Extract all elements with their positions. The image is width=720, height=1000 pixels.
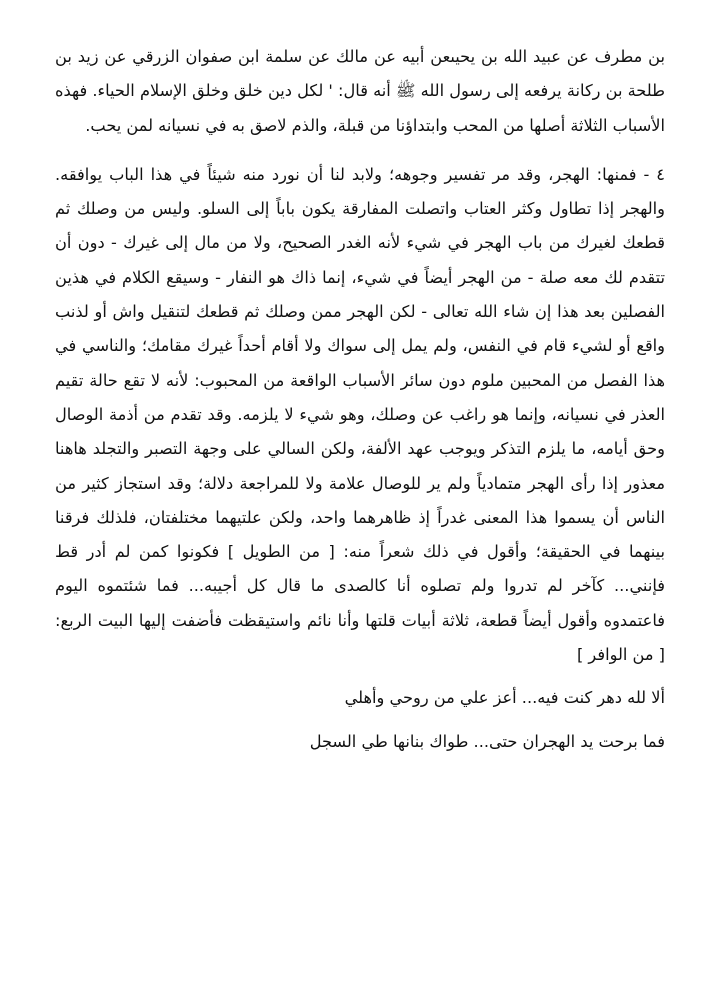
document-page xyxy=(55,40,665,756)
paragraph-intro: بن مطرف عن عبيد الله بن يحيىعن أبيه عن مالك عن سلمة ابن صفوان الزرقي عن زيد بن طلحة بن ركانة يرفعه إلى رسول الله ﷺ أنه قال: ' لكل دين خلق وخلق الإسلام الحياء. فهذه الأسباب الثلاثة أصلها من المحب وابتداؤنا من قبلة، والذم لاصق به في نسيانه لمن يحب. xyxy=(55,47,665,135)
paragraph-abandonment: ٤ - فمنها: الهجر، وقد مر تفسير وجوهه؛ ولابد لنا أن نورد منه شيئاً في هذا الباب يوافقه. والهجر إذا تطاول وكثر العتاب واتصلت المفارقة يكون باباً إلى السلو. وليس من وصلك ثم قطعك لغيرك من باب الهجر في شيء لأنه الغدر الصحيح، ولا من مال إلى غيرك - دون أن تتقدم لك معه صلة - من الهجر أيضاً في شيء، إنما ذاك هو النفار - وسيقع الكلام في هذين الفصلين بعد هذا إن شاء الله تعالى - لكن الهجر ممن وصلك ثم قطعك لتنقيل واش أو لذنب واقع أو لشيء قام في النفس، ولم يمل إلى سواك ولا أقام أحداً غيرك مقامك؛ والناسي في هذا الفصل من المحبين ملوم دون سائر الأسباب الواقعة من المحبوب: لأنه لا تقع حالة تقيم العذر في نسيانه، وإنما هو راغب عن وصلك، وهو شيء لا يلزمه. وقد تقدم من أذمة الوصال وحق أيامه، ما يلزم التذكر ويوجب عهد الألفة، ولكن السالي على وجهة التصبر والتجلد هاهنا معذور إذا رأى الهجر متمادياً ولم ير للوصال علامة ولا للمراجعة دلالة؛ وقد استجاز كثير من الناس أن يسموا هذا المعنى غدراً إذ ظاهرهما واحد، ولكن علتيهما مختلفتان، فلذلك فرقنا بينهما في الحقيقة؛ وأقول في ذلك شعراً منه: [ من الطويل ] فكونوا كمن لم أدر قط فإنني... كآخر لم تدروا ولم تصلوه أنا كالصدى ما قال كل أجيبه... فما شئتموه اليوم فاعتمدوه وأقول أيضاً قطعة، ثلاثة أبيات قلتها وأنا نائم واستيقظت فأضفت إليها البيت الربع: [ من الوافر ] xyxy=(55,164,665,665)
poem-verse-1: ألا لله دهر كنت فيه... أعز علي من روحي وأهلي xyxy=(344,688,665,708)
poem-verse-2: فما برحت يد الهجران حتى... طواك بنانها طي السجل xyxy=(309,732,665,752)
